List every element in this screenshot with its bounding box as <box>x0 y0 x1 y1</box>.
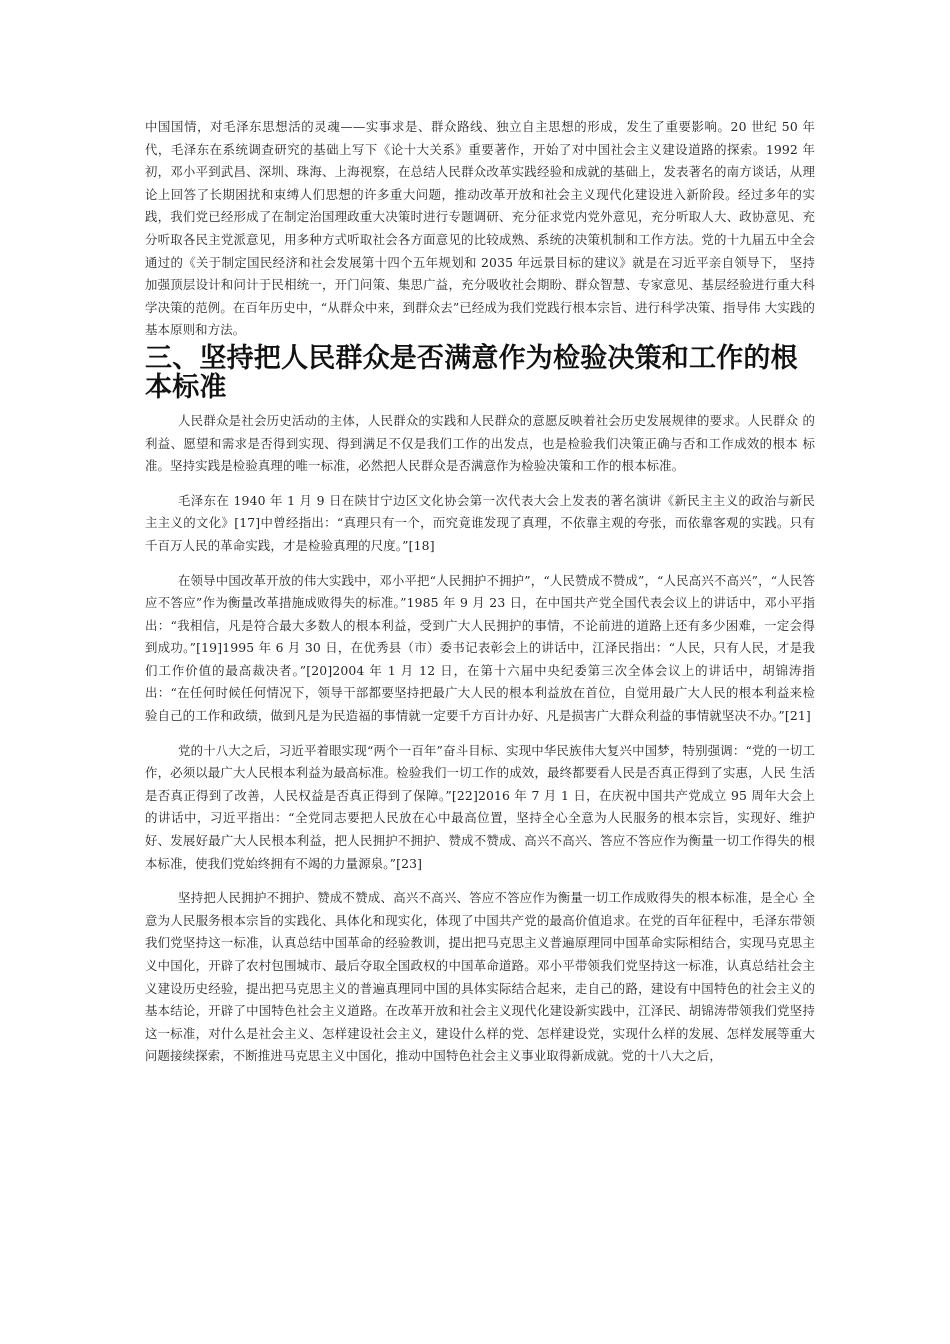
paragraph-1: 人民群众是社会历史活动的主体，人民群众的实践和人民群众的意愿反映着社会历史发展规律的要求。人民群众 的利益、愿望和需求是否得到实现、得到满足不仅是我们工作的出发点，也是检验我们决策正确与否和工作成效的根本 标准。坚持实践是检验真理的唯一标准，必然把人民群众是否满意作为检验决策和工作的根本标准。 <box>145 412 815 474</box>
paragraph-intro: 中国国情，对毛泽东思想活的灵魂——实事求是、群众路线、独立自主思想的形成，发生了重要影响。20 世纪 50 年代，毛泽东在系统调查研究的基础上写下《论十大关系》重要著作，开始了对中国社会主义建设道路的探索。1992 年初，邓小平到武昌、深圳、珠海、上海视察，在总结人民群众改革实践经验和成就的基础上，发表著名的南方谈话，从理论上回答了长期困扰和束缚人们思想的许多重大问题，推动改革开放和社会主义现代化建设进入新阶段。经过多年的实践，我们党已经形成了在制定治国理政重大决策时进行专题调研、充分征求党内党外意见，充分听取人大、政协意见、充分听取各民主党派意见，用多种方式听取社会各方面意见的比较成熟、系统的决策机制和工作方法。党的十九届五中全会通过的《关于制定国民经济和社会发展第十四个五年规划和 2035 年远景目标的建议》就是在习近平亲自领导下， 坚持加强顶层设计和问计于民相统一，开门问策、集思广益，充分吸收社会期盼、群众智慧、专家意见、基层经验进行重大科学决策的范例。在百年历史中，“从群众中来，到群众去”已经成为我们党践行根本宗旨、进行科学决策、指导伟 大实践的基本原则和方法。 <box>145 119 815 338</box>
paragraph-5: 坚持把人民拥护不拥护、赞成不赞成、高兴不高兴、答应不答应作为衡量一切工作成败得失的根本标准，是全心 全意为人民服务根本宗旨的实践化、具体化和现实化，体现了中国共产党的最高价值追求。在党的百年征程中，毛泽东带领我们党坚持这一标准，认真总结中国革命的经验教训，提出把马克思主义普遍原理同中国革命实际相结合，实现马克思主义中国化，开辟了农村包围城市、最后夺取全国政权的中国革命道路。邓小平带领我们党坚持这一标准，认真总结社会主义建设历史经验，提出把马克思主义的普遍真理同中国的具体实际结合起来，走自己的路，建设有中国特色的社会主义的基本结论，开辟了中国特色社会主义道路。在改革开放和社会主义现代化建设新实践中，江泽民、胡锦涛带领我们党坚持这一标准，对什么是社会主义、怎样建设社会主义，建设什么样的党、怎样建设党，实现什么样的发展、怎样发展等重大问题接续探索，不断推进马克思主义中国化，推动中国特色社会主义事业取得新成就。党的十八大之后， <box>145 890 815 1064</box>
paragraph-3: 在领导中国改革开放的伟大实践中，邓小平把“人民拥护不拥护”，“人民赞成不赞成”，“人民高兴不高兴”，“人民答应不答应”作为衡量改革措施成败得失的标准。”1985 年 9 月 23 日，在中国共产党全国代表会议上的讲话中，邓小平指出：“我相信，凡是符合最大多数人的根本利益，受到广大人民拥护的事情，不论前进的道路上还有多少困难，一定会得到成功。”[19]1995 年 6 月 30 日，在优秀县（市）委书记表彰会上的讲话中，江泽民指出：“人民，只有人民，才是我们工作价值的最高裁决者。”[20]2004 年 1 月 12 日，在第十六届中央纪委第三次全体会议上的讲话中，胡锦涛指出：“在任何时候任何情况下，领导干部都要坚持把最广大人民的根本利益放在首位，自觉用最广大人民的根本利益来检验自己的工作和政绩，做到凡是为民造福的事情就一定要千方百计办好、凡是损害广大群众利益的事情就坚决不办。”[21] <box>145 572 815 724</box>
document-body <box>145 116 815 1068</box>
paragraph-2: 毛泽东在 1940 年 1 月 9 日在陕甘宁边区文化协会第一次代表大会上发表的著名演讲《新民主主义的政治与新民主主义的文化》[17]中曾经指出：“真理只有一个，而究竟谁发现了真理，不依靠主观的夸张，而依靠客观的实践。只有千百万人民的革命实践，才是检验真理的尺度。”[18] <box>145 492 815 553</box>
paragraph-4: 党的十八大之后，习近平着眼实现“两个一百年”奋斗目标、实现中华民族伟大复兴中国梦，特别强调：“党的一切工作，必须以最广大人民根本利益为最高标准。检验我们一切工作的成效，最终都要看人民是否真正得到了实惠，人民 生活是否真正得到了改善，人民权益是否真正得到了保障。”[22]2016 年 7 月 1 日，在庆祝中国共产党成立 95 周年大会上的讲话中，习近平指出：“全党同志要把人民放在心中最高位置，坚持全心全意为人民服务的根本宗旨，实现好、维护好、发展好最广大人民根本利益，把人民拥护不拥护、赞成不赞成、高兴不高兴、答应不答应作为衡量一切工作得失的根本标准，使我们党始终拥有不竭的力量源泉。”[23] <box>145 742 815 871</box>
section-heading: 三、坚持把人民群众是否满意作为检验决策和工作的根本标准 <box>145 342 798 403</box>
